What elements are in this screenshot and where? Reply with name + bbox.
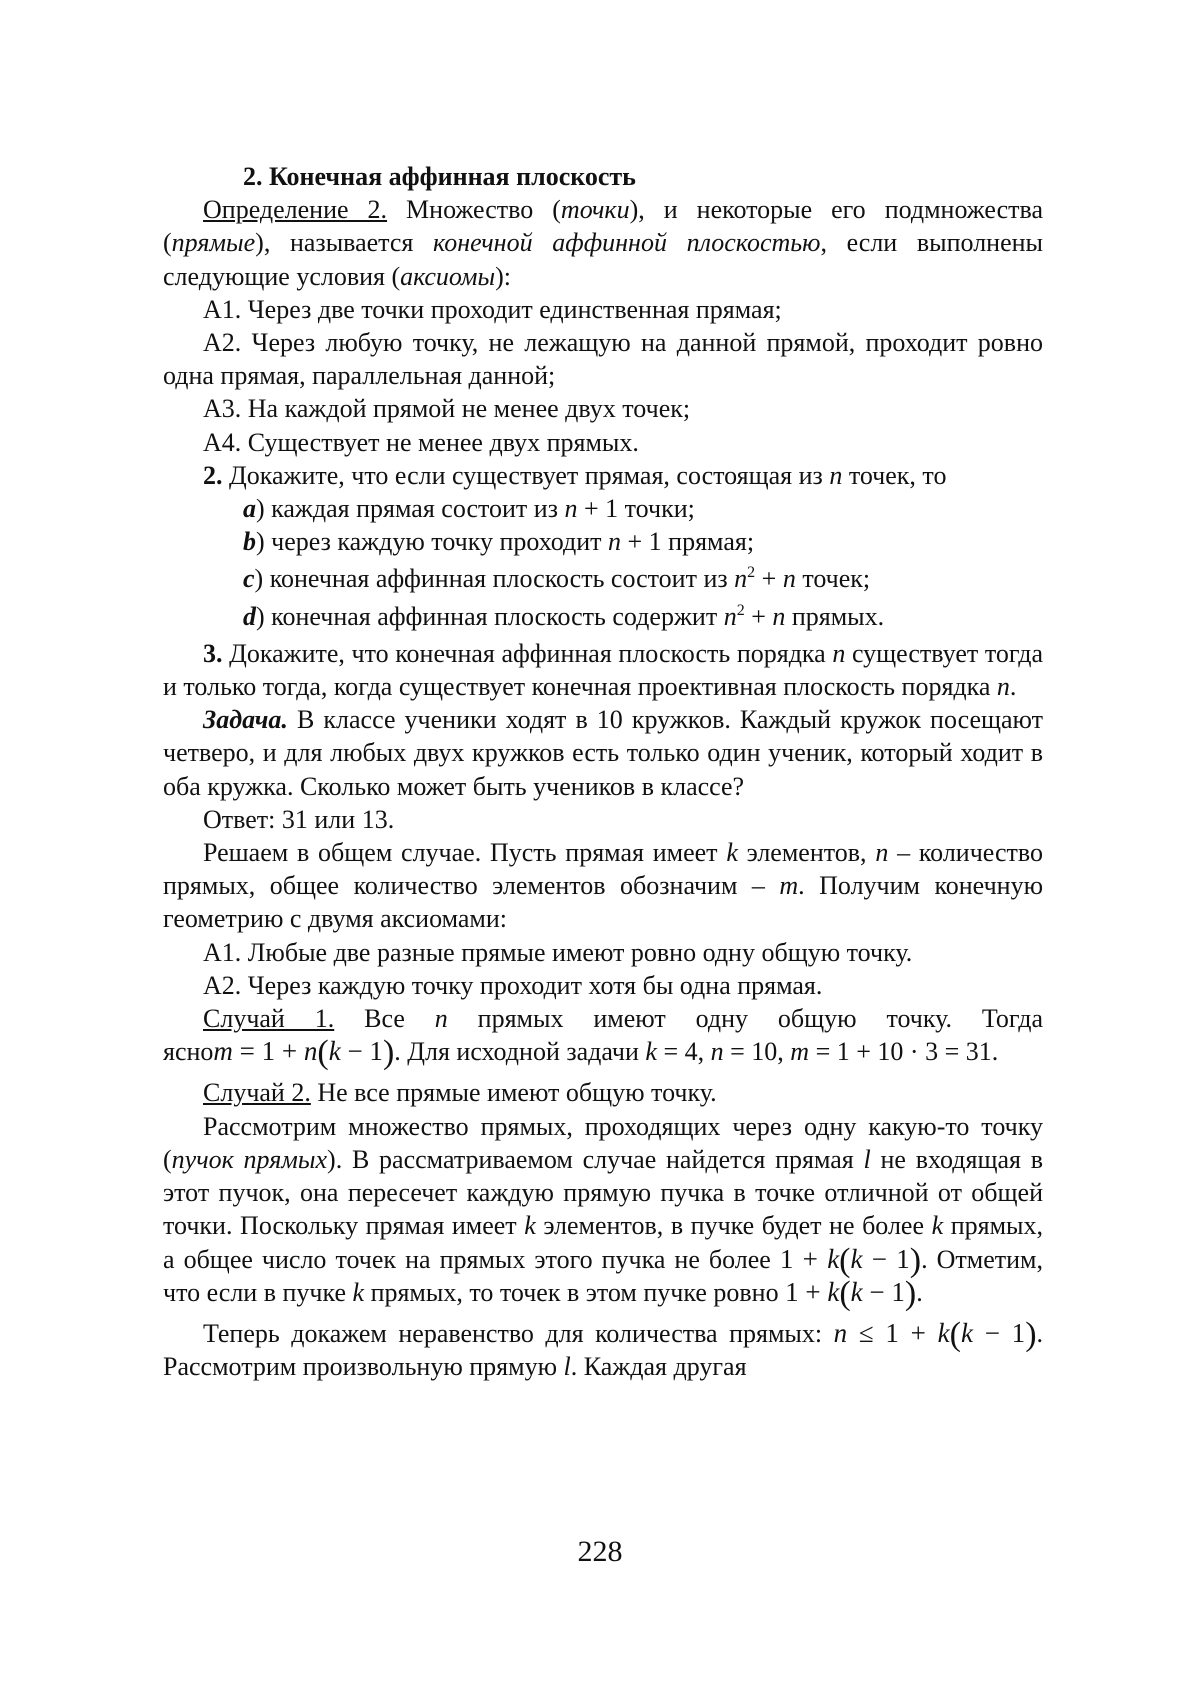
problem-3: 3. Докажите, что конечная аффинная плоскость порядка n существует тогда и только тогда, когда существует конечная проективная плоскость порядка n. (163, 638, 1043, 702)
problem-2-item-b: b) через каждую точку проходит n + 1 прямая; (243, 527, 755, 557)
problem-2: 2. Докажите, что если существует прямая, состоящая из n точек, то (203, 460, 947, 490)
inequality-paragraph: Теперь докажем неравенство для количества прямых: n ≤ 1 + k(k − 1). Рассмотрим произвольную прямую l. Каждая другая (163, 1315, 1044, 1382)
bundle-formula-2: 1 + k(k − 1) (785, 1274, 917, 1312)
case-2-label: Случай 2. (203, 1078, 311, 1108)
bundle-formula-1: 1 + k(k − 1) (779, 1241, 922, 1279)
axiom-a2: А2. Через любую точку, не лежащую на данной прямой, проходит ровно одна прямая, параллельная данной; (163, 328, 1043, 391)
axiom2-a2: А2. Через каждую точку проходит хотя бы одна прямая. (203, 970, 823, 1000)
page-body (163, 160, 1043, 1383)
case-1-label: Случай 1. (203, 1004, 335, 1034)
case-1-paragraph: Случай 1. Все n прямых имеют одну общую точку. Тогда ясноm = 1 + n(k − 1). Для исходной задачи k = 4, n = 10, m = 1 + 10 · 3 = 31. (163, 1004, 1043, 1072)
general-case-paragraph: Решаем в общем случае. Пусть прямая имеет k элементов, n – количество прямых, общее количество элементов обозначим – m. Получим конечную геометрию с двумя аксиомами: (163, 838, 1043, 934)
bundle-paragraph: Рассмотрим множество прямых, проходящих через одну какую-то точку (пучок прямых). В рассматриваемом случае найдется прямая l не входящая в этот пучок, она пересечет каждую прямую пучка в точке отличной от общей точки. Поскольку прямая имеет k элементов, в пучке будет не более k прямых, а общее число точек на прямых этого пучка не более 1 + k(k − 1). Отметим, что если в пучке k прямых, то точек в этом пучке ровно 1 + k(k − 1). (163, 1111, 1044, 1312)
section-title: 2. Конечная аффинная плоскость (243, 162, 636, 191)
definition-label: Определение 2. (203, 195, 388, 225)
inequality-formula: n ≤ 1 + k(k − 1) (833, 1315, 1037, 1353)
task-paragraph: Задача. В классе ученики ходят в 10 кружков. Каждый кружок посещают четверо, и для любых двух кружков есть только один ученик, который ходит в оба кружка. Сколько может быть учеников в классе? (163, 705, 1043, 801)
task-label: Задача. (203, 705, 288, 735)
page-number: 228 (577, 1535, 623, 1568)
problem-2-item-d: d) конечная аффинная плоскость содержит $n^2 + n$ прямых. (243, 601, 885, 631)
answer: Ответ: 31 или 13. (203, 804, 395, 834)
problem-2-item-c: c) конечная аффинная плоскость состоит из $n^2 + n$ точек; (243, 564, 871, 594)
axiom-a3: А3. На каждой прямой не менее двух точек; (203, 394, 691, 424)
axiom-a1: А1. Через две точки проходит единственная прямая; (203, 294, 782, 324)
problem-2-item-a: a) каждая прямая состоит из n + 1 точки; (243, 494, 695, 524)
axiom2-a1: А1. Любые две разные прямые имеют ровно одну общую точку. (203, 937, 913, 967)
axiom-a4: А4. Существует не менее двух прямых. (203, 427, 639, 457)
spacer (163, 1068, 1043, 1076)
case-2-paragraph: Случай 2. Не все прямые имеют общую точку. (203, 1078, 717, 1108)
definition-paragraph: Определение 2. Множество (точки), и некоторые его подмножества (прямые), называется конечной аффинной плоскостью, если выполнены следующие условия (аксиомы): (163, 195, 1043, 291)
case-1-formula: m = 1 + n(k − 1) (213, 1034, 395, 1072)
